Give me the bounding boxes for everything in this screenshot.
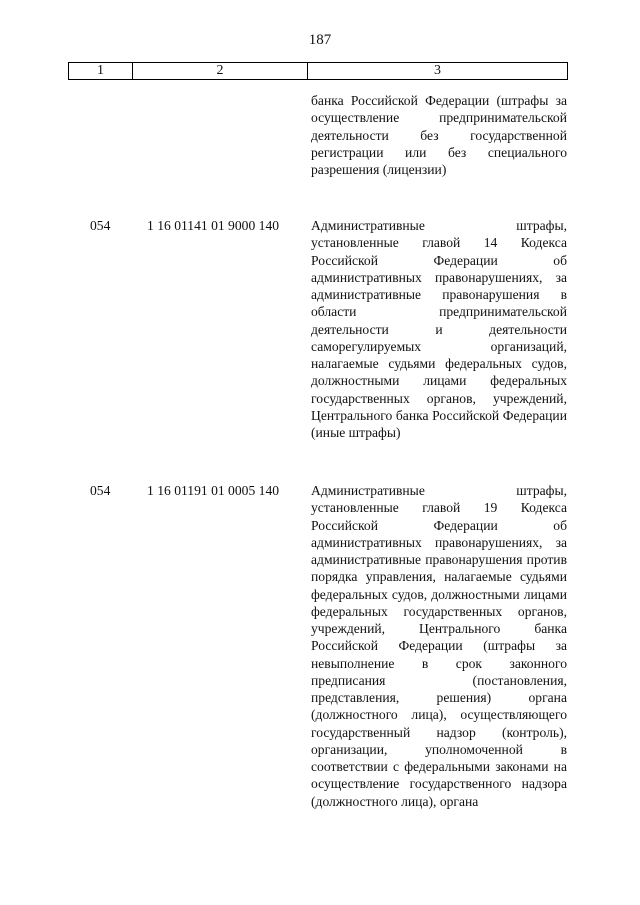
- continuation-text: банка Российской Федерации (штрафы за осуществление предпринимательской деятельности без государственной регистрации или без специального разрешения (лицензии): [311, 93, 567, 177]
- table-header-col-2: 2: [133, 63, 308, 79]
- kbk-code: 1 16 01191 01 0005 140: [147, 483, 280, 498]
- row-description: Административные штрафы, установленные главой 14 Кодекса Российской Федерации об административных правонарушениях, за административные правонарушения в области предпринимательской деятельности и деятельности саморегулируемых организаций, налагаемые судьями федеральных судов, должностными лицами федеральных государственных органов, учреждений, Центрального банка Российской Федерации (иные штрафы): [311, 218, 567, 440]
- admin-code: 054: [90, 483, 111, 498]
- table-header-col-1: 1: [69, 63, 133, 79]
- admin-code: 054: [90, 218, 111, 233]
- row-description: Административные штрафы, установленные главой 19 Кодекса Российской Федерации об административных правонарушениях, за административные правонарушения против порядка управления, налагаемые судьями федеральных судов, должностными лицами федеральных государственных органов, учреждений, Центрального банка Российской Федерации (штрафы за невыполнение в срок законного предписания (постановления, представления, решения) органа (должностного лица), осуществляющего государственный надзор (контроль), организации, уполномоченной в соответствии с федеральными законами на осуществление государственного надзора (должностного лица), органа: [311, 483, 567, 809]
- page-number: 187: [308, 32, 332, 48]
- table-header: [68, 62, 568, 80]
- kbk-code: 1 16 01141 01 9000 140: [147, 218, 280, 233]
- table-header-col-3: 3: [434, 63, 441, 78]
